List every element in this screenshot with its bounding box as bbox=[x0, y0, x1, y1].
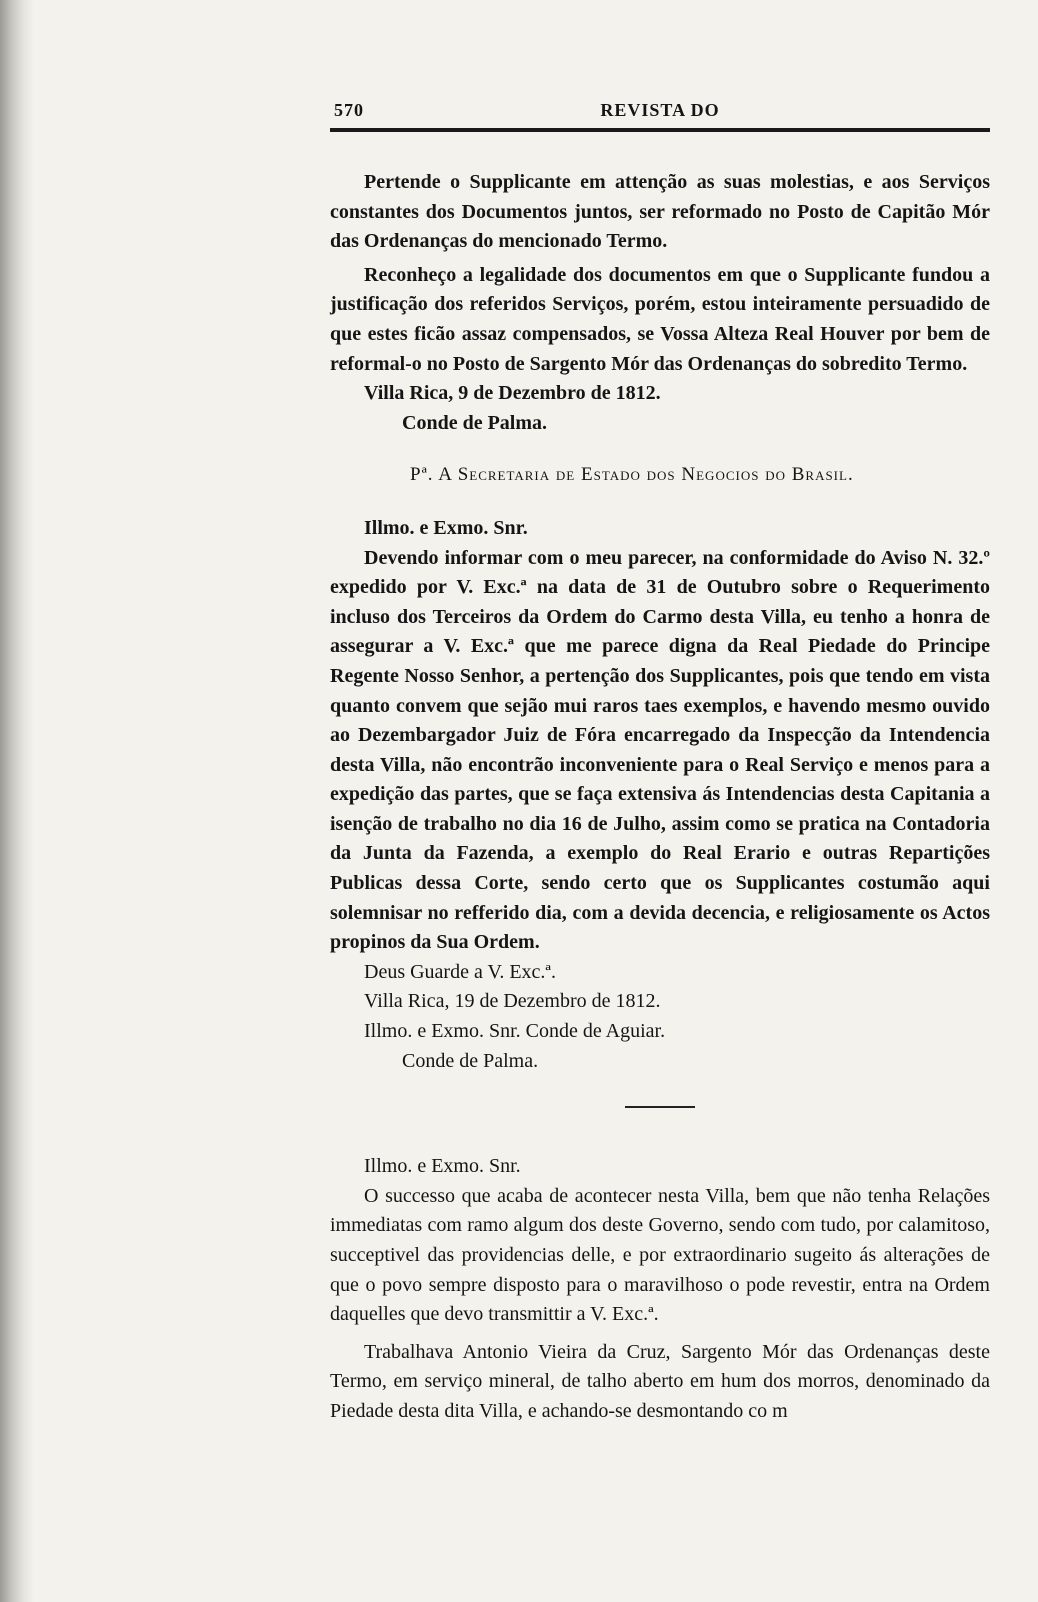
place-date: Villa Rica, 19 de Dezembro de 1812. bbox=[364, 990, 661, 1013]
page-number: 570 bbox=[334, 100, 364, 120]
salutation: Illmo. e Exmo. Snr. bbox=[364, 516, 528, 539]
paragraph-petition: Pertende o Supplicante em attenção as suas molestias, e aos Serviços constantes dos Documentos juntos, ser reformado no Posto de Capitão Mór das Ordenanças do mencionado Termo. bbox=[330, 171, 990, 253]
section-separator bbox=[625, 1106, 695, 1108]
signature: Conde de Palma. bbox=[402, 411, 547, 434]
address-heading bbox=[330, 460, 990, 490]
address-prefix: Pª. A bbox=[410, 464, 458, 486]
page-content bbox=[330, 96, 990, 1427]
address-text: Secretaria de Estado dos Negocios do Brasil. bbox=[457, 464, 854, 486]
place-date: Villa Rica, 9 de Dezembro de 1812. bbox=[364, 382, 661, 405]
header-rule bbox=[330, 128, 990, 132]
paragraph-event: O successo que acaba de acontecer nesta Villa, bem que não tenha Relações immediatas com ramo algum dos deste Governo, sendo com tudo, por calamitoso, succeptivel das providencias delle, e por extraordinario sugeito ás alterações de que o povo sempre disposto para o maravilhoso o pode revestir, entra na Ordem daquelles que devo transmittir a V. Exc.ª. bbox=[330, 1184, 990, 1326]
salutation: Illmo. e Exmo. Snr. bbox=[364, 1155, 521, 1178]
paragraph-opinion: Reconheço a legalidade dos documentos em que o Supplicante fundou a justificação dos referidos Serviços, porém, estou inteiramente persuadido de que estes ficão assaz compensados, se Vossa Alteza Real Houver por bem de reformal-o no Posto de Sargento Mór das Ordenanças do sobredito Termo. bbox=[330, 263, 990, 375]
running-title: REVISTA DO bbox=[600, 100, 720, 120]
closing: Deus Guarde a V. Exc.ª. bbox=[364, 960, 556, 983]
running-header bbox=[330, 96, 990, 126]
paragraph-report: Devendo informar com o meu parecer, na conformidade do Aviso N. 32.º expedido por V. Exc.ª na data de 31 de Outubro sobre o Requerimento incluso dos Terceiros da Ordem do Carmo desta Villa, eu tenho a honra de assegurar a V. Exc.ª que me parece digna da Real Piedade do Principe Regente Nosso Senhor, a pertenção dos Supplicantes, pois que tendo em vista quanto convem que sejão mui raros taes exemplos, e havendo mesmo ouvido ao Dezembargador Juiz de Fóra encarregado da Inspecção da Intendencia desta Villa, não encontrão inconveniente para o Real Serviço e menos para a expedição das partes, que se faça extensiva ás Intendencias desta Capitania a isenção de trabalho no dia 16 de Julho, assim como se pratica na Contadoria da Junta da Fazenda, a exemplo do Real Erario e outras Repartições Publicas dessa Corte, sendo certo que os Supplicantes costumão aqui solemnisar no refferido dia, com a devida decencia, e religiosamente os Actos propinos da Sua Ordem. bbox=[330, 546, 990, 954]
signature: Conde de Palma. bbox=[402, 1049, 539, 1072]
paragraph-narrative: Trabalhava Antonio Vieira da Cruz, Sargento Mór das Ordenanças deste Termo, em serviço mineral, de talho aberto em hum dos morros, denominado da Piedade desta dita Villa, e achando-se desmontando co m bbox=[330, 1340, 990, 1422]
binding-edge bbox=[0, 0, 34, 1602]
addressee: Illmo. e Exmo. Snr. Conde de Aguiar. bbox=[364, 1020, 666, 1043]
